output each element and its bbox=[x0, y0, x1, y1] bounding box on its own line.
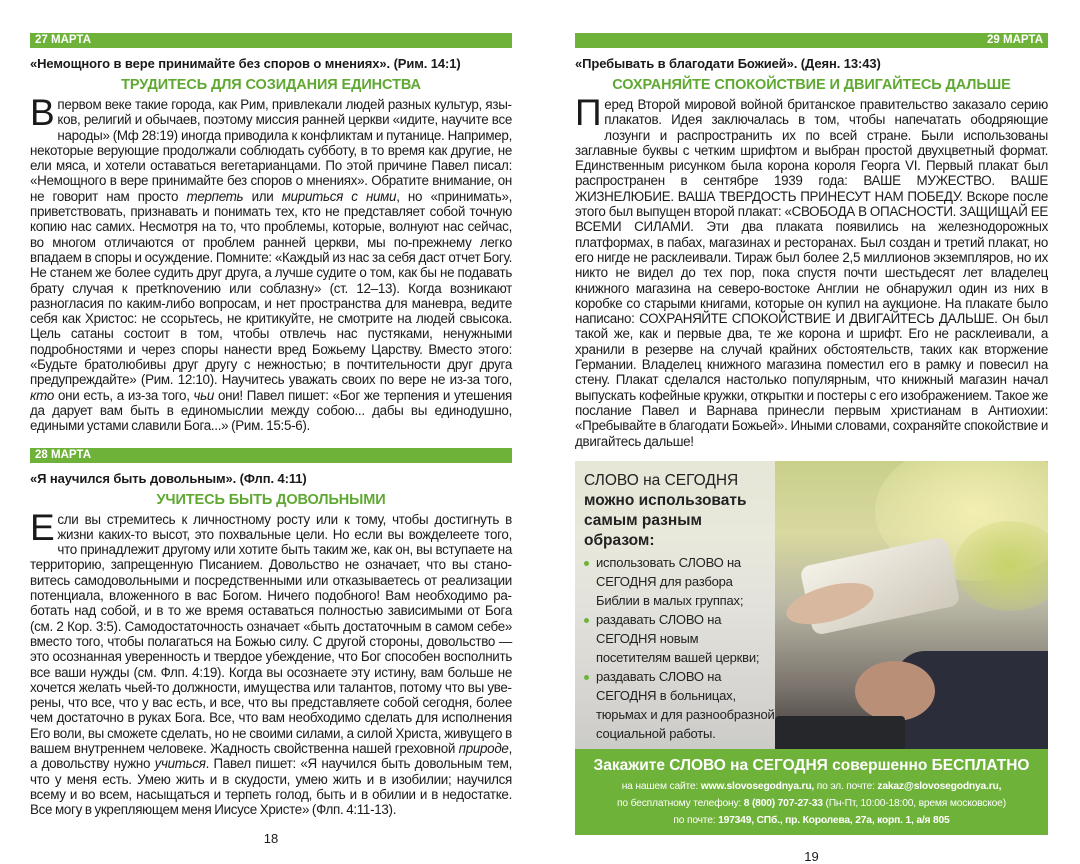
devotion-title: СОХРАНЯЙТЕ СПОКОЙСТВИЕ И ДВИГАЙТЕСЬ ДАЛЬШЕ bbox=[612, 77, 1011, 93]
order-banner bbox=[575, 749, 1048, 835]
emphasized-text: кто bbox=[30, 387, 55, 403]
emphasized-text: мириться с ними bbox=[281, 188, 397, 204]
ad-bullet-list bbox=[575, 553, 775, 743]
text-run: первом веке такие города, как Рим, привлекали людей разных культур, языков, религий и обычаев, поэтому миссия ранней церкви «идите, научите все народы» (Мф 28:19) иногда приводила к конфликтам и путанице. Например, некоторые верующие продолжали соблюдать субботу, в то время как другие, не ели мяса, и хотели оставаться вегетарианцами. По этой причине Павел писал: «Немощного в вере принимайте без споров о мнениях». Обратите внимание, он не говорит нам просто bbox=[30, 97, 512, 204]
page-number: 18 bbox=[263, 831, 279, 847]
devotion-body bbox=[575, 92, 1048, 449]
ad-bullet bbox=[587, 667, 775, 743]
devotion-title: УЧИТЕСЬ БЫТЬ ДОВОЛЬНЫМИ bbox=[156, 491, 386, 508]
phone-label: по бесплатному телефону: bbox=[617, 797, 742, 809]
drop-cap: Е bbox=[30, 506, 55, 548]
page-number: 19 bbox=[804, 848, 819, 864]
text-run: они! Павел пишет: «Бог же терпения и утешения да дарует вам быть в единомыслии между собою... дабы вы единодушно, едиными устами славили Бога...» (Рим. 15:5-6). bbox=[30, 387, 512, 434]
text-run: , а довольству нужно bbox=[30, 740, 512, 772]
text-run: или bbox=[243, 188, 282, 204]
devotion-march-28 bbox=[30, 448, 512, 818]
text-run: еред Второй мировой войной британское правительство заказало серию плакатов. Идея заключалась в том, чтобы напечатать ободряющие лозунги и распространить их по всей стране. Были использованы заглавные буквы с четким шрифтом и выбран простой двухцветный формат. Единственным рисунком была корона короля Георга VI. Первый плакат был распространен в сентябре 1939 года: ВАШЕ МУЖЕСТВО. ВАШЕ ЖИЗНЕЛЮБИЕ. ВАША ТВЕРДОСТЬ ПРИНЕСУТ НАМ ПОБЕДУ. Вскоре после этого был выпущен второй плакат: «СВОБОДА В ОПАСНОСТИ. ЗАЩИЩАЙ ЕЕ ВСЕМИ СИЛАМИ. Эти два плаката появились на железнодорожных платформах, в пабах, магазинах и ресторанах. Был создан и третий плакат, но его нигде не расклеивали. Тираж был более 2,5 миллионов экземпляров, но их никто не видел до тех пор, пока спустя почти шестьдесят лет владелец книжного магазина на северо-востоке Англии не обнаружил один из них в коробке со старыми книгами, которые он купил на аукционе. На плакате было написано: СОХРАНЯЙТЕ СПОКОЙСТВИЕ И ДВИГАЙТЕСЬ ДАЛЬШЕ. Он был такой же, как и первые два, те же корона и шрифт. Его не расклеивали, а хранили в резерве на случай крайних обстоятельств, таких как вторжение Германии. Владелец книжного магазина поместил его в рамку и повесил на стену. Плакат сделался настолько популярным, что книжный магазин начал выпускать кофейные кружки, открытки и постеры с его изображением. Такое же послание Павел и Варнава принесли первым христианам в Антиохии: «Пребывайте в благодати Божьей». Иными словами, сохраняйте спокойствие и двигайтесь дальше! bbox=[575, 97, 1048, 449]
email-link[interactable]: zakaz@slovosegodnya.ru, bbox=[877, 780, 1002, 792]
bullet-text: раздавать СЛОВО на СЕГОДНЯ в больницах, тюрьмах и для разнообразной социальной работы. bbox=[596, 668, 775, 741]
body-text bbox=[30, 506, 512, 818]
post-label: по почте: bbox=[673, 814, 716, 826]
ad-heading: самым разным образом: bbox=[584, 511, 702, 549]
ad-bullet bbox=[587, 553, 775, 610]
order-title: Закажите СЛОВО на СЕГОДНЯ совершенно БЕСПЛАТНО bbox=[593, 756, 1030, 774]
text-run: сли вы стремитесь к личностному росту или к тому, чтобы достигнуть в жизни каких-то высот, это похвальные цели. Но если вы вожделеете того, что принадлежит другому или хотите быть таким же, как он, вы вступаете на территорию, запрещенную Писанием. Довольство не означает, что вы становитесь самодовольными и посредственными или отказываетесь от реализации потенциала, вложенного в вас Богом. Ничего подобного! Вам необходимо работать над собой, и в то же время оставаться полностью зависимыми от Бога (см. 2 Кор. 3:5). Самодостаточность означает «быть достаточным в самом себе» вместо того, чтобы полагаться на Божью силу. С другой стороны, довольство — это осознанная уверенность и твердое убеждение, что Бог способен восполнить все ваши нужды (см. Флп. 4:19). Когда вы осознаете эту истину, вам больше не хочется желать чьей-то должности, имущества или талантов, потому что вы уверены, что все, что у вас есть, и все, что вы представляете собой сегодня, более чем достаточно в руках Бога. Все, что вам необходимо сделать для исполнения Его воли, вы сможете сделать, но не своими силами, а силой Христа, живущего в вашем внутреннем человеке. Жадность свойственна нашей греховной bbox=[30, 511, 512, 756]
devotion-title: ТРУДИТЕСЬ ДЛЯ СОЗИДАНИЯ ЕДИНСТВА bbox=[121, 77, 421, 93]
ad-heading: СЛОВО на СЕГОДНЯ bbox=[584, 471, 739, 489]
devotion-march-27 bbox=[30, 33, 512, 434]
bullet-dot-icon bbox=[584, 561, 589, 566]
text-run: , но «принимать», приветствовать, признавать и понимать тех, кто не представляет собой точную копию нас самих. Несмотря на то, что проблемы, которые, волнуют нас сейчас, во многом отличаются от проблем ранней церкви, мы по-прежнему легко впадаем в споры и осуждение. Помните: «Каждый из нас за себя даст отчет Богу. Не станем же более судить друг друга, а лучше судите о том, как бы не подавать брату случая к претknovению или соблазну» (ст. 12–13). Когда возникают разногласия по каким-либо вопросам, и нет пространства для маневра, ведите себя как Христос: не ссорьтесь, не критикуйте, не смотрите на людей свысока. Цель сатаны состоит в том, чтобы отвлечь нас пустяками, ненужными подробностями и через споры нанести вред Божьему Царству. Вместо этого: «Будьте братолюбивы друг другу с нежностью; в почтительности друг друга предупреждайте» (Рим. 12:10). Научитесь уважать своих по вере не из-за того, bbox=[30, 188, 513, 388]
ad-bullet bbox=[587, 610, 775, 667]
bullet-dot-icon bbox=[584, 618, 589, 623]
body-text bbox=[30, 92, 513, 434]
phone-hours: (Пн-Пт, 10:00-18:00, время московское) bbox=[825, 797, 1006, 809]
devotion-body bbox=[30, 506, 512, 818]
ad-text-panel bbox=[575, 461, 775, 749]
email-label: по эл. почте: bbox=[816, 780, 875, 792]
text-run: они есть, а из-за того, bbox=[54, 387, 194, 403]
website-link[interactable]: www.slovosegodnya.ru, bbox=[700, 780, 815, 792]
emphasized-text: чьи bbox=[193, 387, 215, 403]
verse-quote: «Я научился быть довольным». (Флп. 4:11) bbox=[30, 470, 307, 486]
right-page bbox=[575, 33, 1048, 864]
body-text bbox=[575, 92, 1048, 449]
devotion-body bbox=[30, 92, 513, 434]
reading-bible-photo bbox=[575, 461, 1048, 749]
bullet-dot-icon bbox=[584, 675, 589, 680]
verse-quote: «Пребывать в благодати Божией». (Деян. 13:43) bbox=[575, 56, 881, 71]
emphasized-text: природе bbox=[458, 740, 509, 756]
advertisement-block bbox=[575, 461, 1048, 835]
ad-heading: можно использовать bbox=[584, 491, 747, 509]
date-bar: 29 МАРТА bbox=[575, 33, 1048, 48]
postal-address: 197349, СПб., пр. Королева, 27а, корп. 1, а/я 805 bbox=[718, 814, 950, 826]
text-run: . Павел пишет: «Я научился быть довольным тем, что у меня есть. Умею жить и в скудости, умею жить и в изобилии; научился всему и во всем, насыщаться и терпеть голод, быть и в обилии и в недостатке. Все могу в укрепляющем меня Иисусе Христе» (Флп. 4:11-13). bbox=[30, 756, 512, 818]
devotion-march-29 bbox=[575, 33, 1048, 449]
bullet-text: раздавать СЛОВО на СЕГОДНЯ новым посетителям вашей церкви; bbox=[596, 611, 760, 665]
phone-number: 8 (800) 707-27-33 bbox=[743, 797, 823, 809]
verse-quote: «Немощного в вере принимайте без споров о мнениях». (Рим. 14:1) bbox=[30, 56, 461, 71]
drop-cap: П bbox=[575, 92, 602, 133]
left-page bbox=[30, 33, 512, 846]
emphasized-text: терпеть bbox=[186, 188, 244, 204]
emphasized-text: учиться bbox=[154, 756, 206, 772]
date-bar: 27 МАРТА bbox=[30, 33, 512, 48]
site-label: на нашем сайте: bbox=[621, 780, 699, 792]
date-bar: 28 МАРТА bbox=[30, 448, 512, 463]
drop-cap: В bbox=[30, 92, 55, 133]
bullet-text: использовать СЛОВО на СЕГОДНЯ для разбора Библии в малых группах; bbox=[596, 554, 744, 608]
